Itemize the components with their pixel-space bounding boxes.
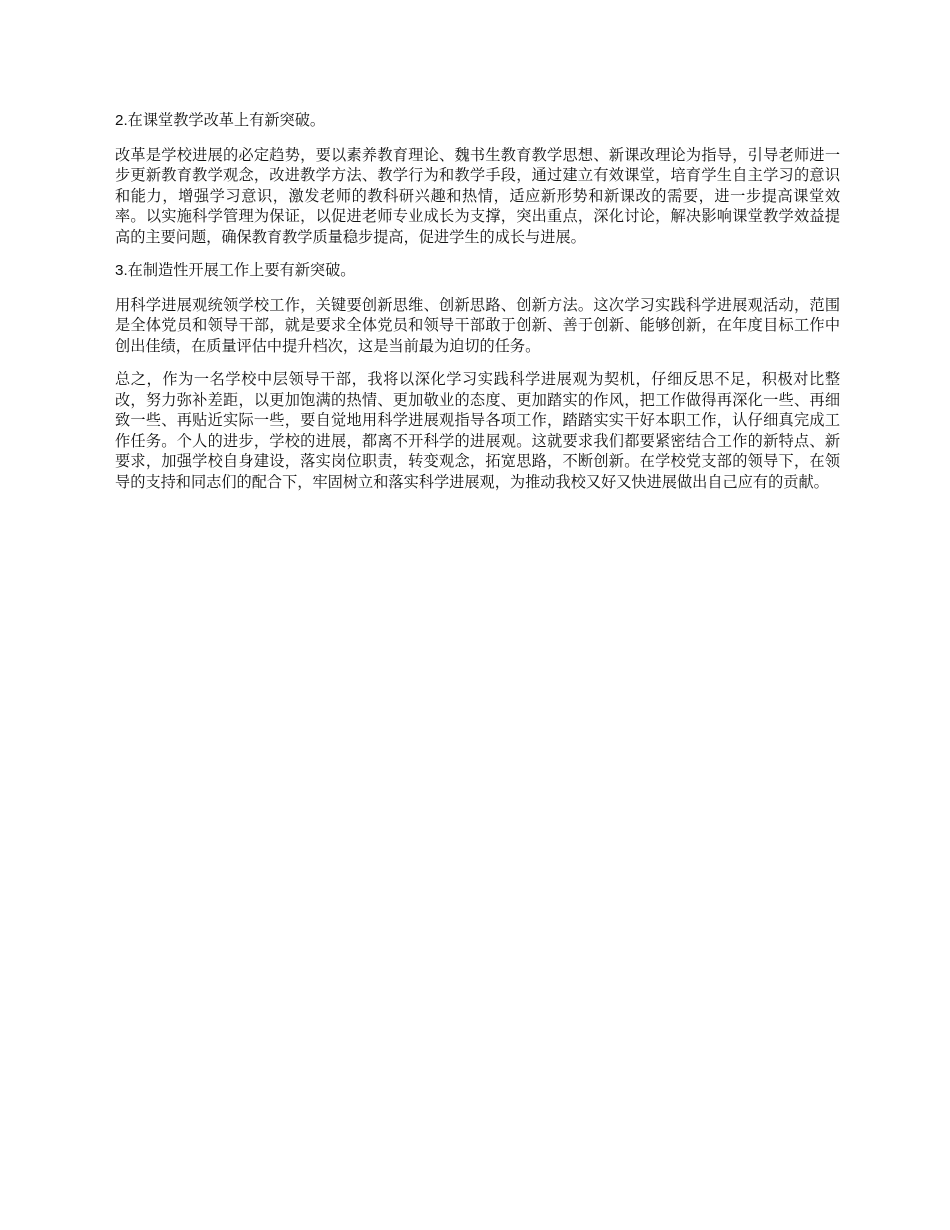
section-number: 3. [115,262,128,279]
conclusion-paragraph: 总之，作为一名学校中层领导干部，我将以深化学习实践科学进展观为契机，仔细反思不足，积极对比整改，努力弥补差距，以更加饱满的热情、更加敬业的态度、更加踏实的作风，把工作做得再深化一些、再细致一些、再贴近实际一些，要自觉地用科学进展观指导各项工作，踏踏实实干好本职工作，认仔细真完成工作任务。个人的进步，学校的进展，都离不开科学的进展观。这就要求我们都要紧密结合工作的新特点、新要求，加强学校自身建设，落实岗位职责，转变观念，拓宽思路，不断创新。在学校党支部的领导下，在领导的支持和同志们的配合下，牢固树立和落实科学进展观，为推动我校又好又快进展做出自己应有的贡献。 [115,370,840,491]
section-heading-3 [115,260,840,282]
section-body-2: 改革是学校进展的必定趋势，要以素养教育理论、魏书生教育教学思想、新课改理论为指导，引导老师进一步更新教育教学观念，改进教学方法、教学行为和教学手段，通过建立有效课堂，培育学生自主学习的意识和能力，增强学习意识，激发老师的教科研兴趣和热情，适应新形势和新课改的需要，进一步提高课堂效率。以实施科学管理为保证，以促进老师专业成长为支撑，突出重点，深化讨论，解决影响课堂教学效益提高的主要问题，确保教育教学质量稳步提高，促进学生的成长与进展。 [115,145,840,246]
section-heading-2 [115,110,840,132]
section-heading-text: 在课堂教学改革上有新突破。 [127,111,326,129]
section-body-3: 用科学进展观统领学校工作，关键要创新思维、创新思路、创新方法。这次学习实践科学进展观活动，范围是全体党员和领导干部，就是要求全体党员和领导干部敢于创新、善于创新、能够创新，在年度目标工作中创出佳绩，在质量评估中提升档次，这是当前最为迫切的任务。 [115,295,840,355]
section-heading-text: 在制造性开展工作上要有新突破。 [127,261,356,279]
section-number: 2. [115,112,128,129]
document-page [115,110,840,505]
